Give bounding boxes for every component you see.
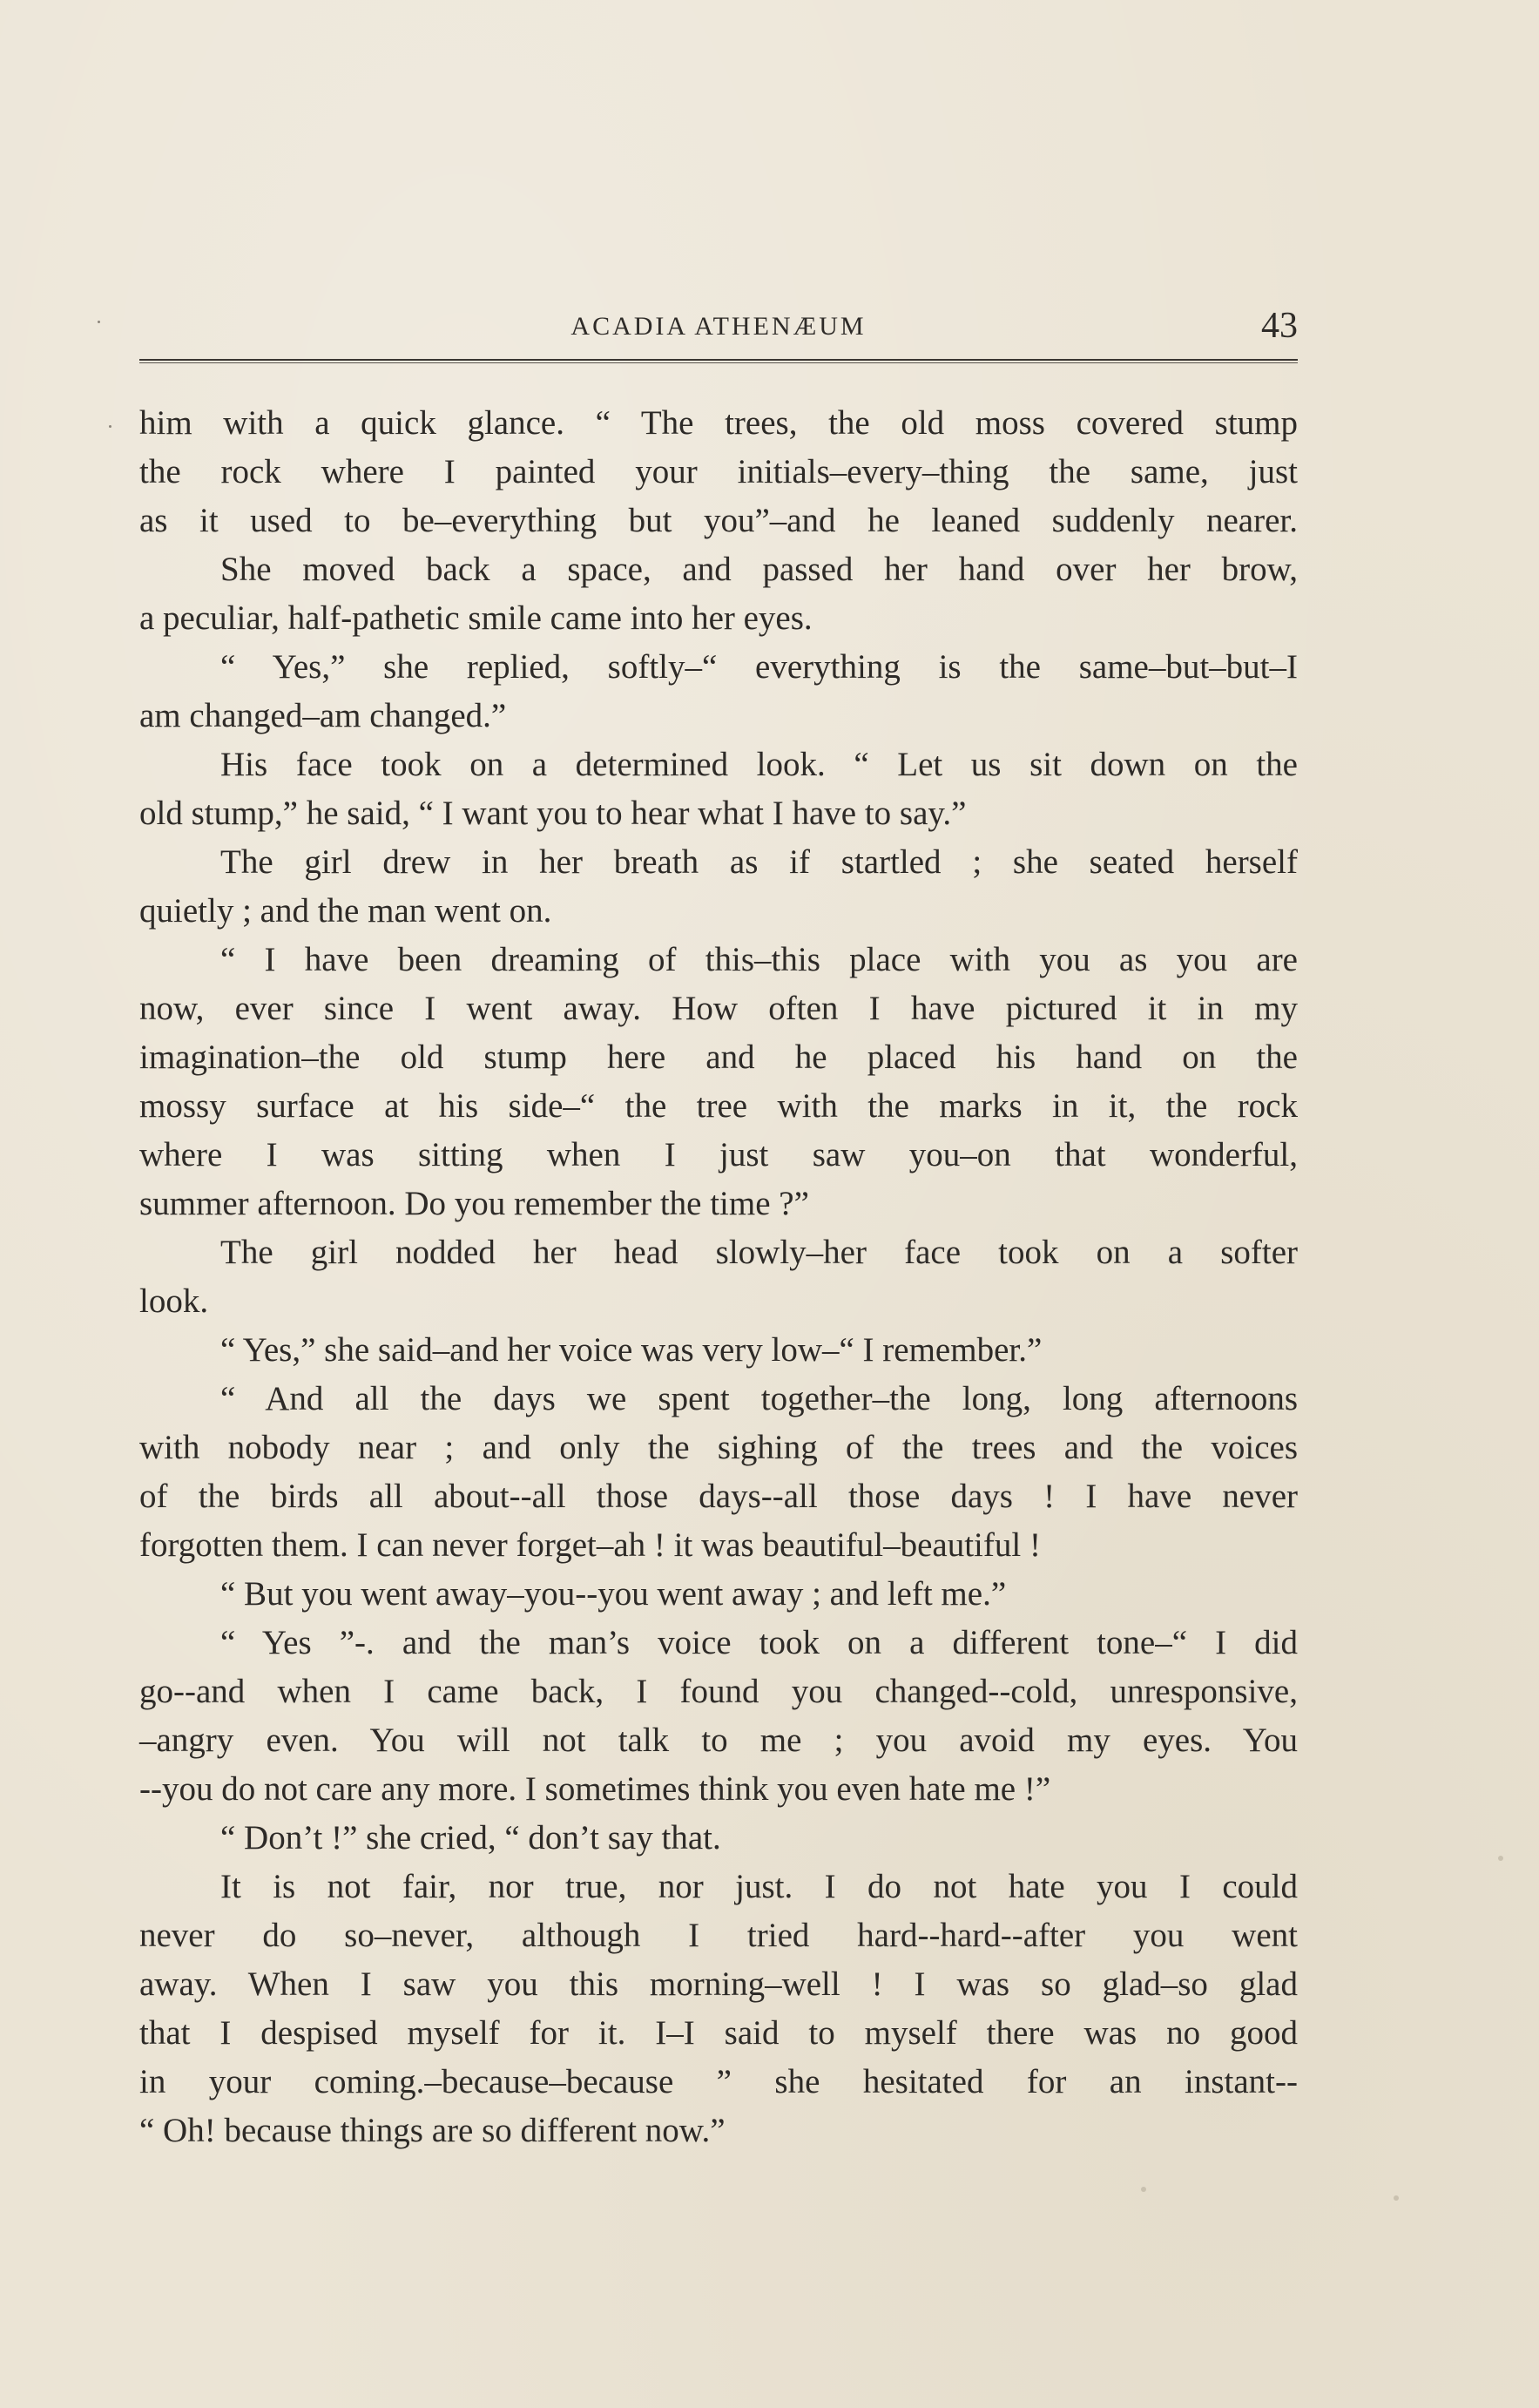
text-line: The girl drew in her breath as if startled ; she seated herself [220,843,1298,881]
text-line: that I despised myself for it. I–I said to myself there was no good [139,2014,1298,2052]
print-mark [109,425,111,428]
text-line: away. When I saw you this morning–well ! I was so glad–so glad [139,1965,1298,2003]
text-line: him with a quick glance. “ The trees, the old moss covered stump [139,404,1298,442]
text-line: a peculiar, half-pathetic smile came into her eyes. [139,599,813,637]
text-line: --you do not care any more. I sometimes think you even hate me !” [139,1770,1051,1808]
text-line: of the birds all about--all those days--all those days ! I have never [139,1478,1298,1515]
text-line: “ But you went away–you--you went away ; and left me.” [220,1575,1007,1613]
body-text [139,399,1298,2155]
text-line: The girl nodded her head slowly–her face took on a softer [220,1234,1298,1271]
text-line: summer afternoon. Do you remember the time ?” [139,1185,809,1222]
running-title: ACADIA ATHENÆUM [570,312,867,341]
text-line: forgotten them. I can never forget–ah ! it was beautiful–beautiful ! [139,1526,1041,1564]
text-line: “ I have been dreaming of this–this place with you as you are [220,941,1298,978]
text-line: old stump,” he said, “ I want you to hear what I have to say.” [139,795,967,832]
paper-speck [1141,2187,1146,2192]
text-line: quietly ; and the man went on. [139,892,552,930]
text-line: as it used to be–everything but you”–and he leaned suddenly nearer. [139,502,1298,539]
text-line: She moved back a space, and passed her hand over her brow, [220,551,1298,588]
text-line: now, ever since I went away. How often I have pictured it in my [139,990,1298,1027]
text-line: –angry even. You will not talk to me ; you avoid my eyes. You [139,1721,1298,1759]
paper-speck [1498,1856,1503,1861]
text-line: in your coming.–because–because ” she hesitated for an instant-- [139,2063,1298,2100]
text-line: mossy surface at his side–“ the tree with the marks in it, the rock [139,1087,1298,1125]
text-line: “ And all the days we spent together–the long, long afternoons [220,1380,1298,1417]
page-number: 43 [1261,306,1298,346]
text-line: am changed–am changed.” [139,697,507,734]
text-line: where I was sitting when I just saw you–on that wonderful, [139,1136,1298,1174]
text-line: His face took on a determined look. “ Let us sit down on the [220,746,1298,783]
header-rule [139,359,1298,361]
text-line: imagination–the old stump here and he placed his hand on the [139,1038,1298,1076]
paper-speck [1394,2195,1399,2201]
text-line: “ Don’t !” she cried, “ don’t say that. [220,1819,721,1857]
text-line: look. [139,1282,209,1320]
text-line: It is not fair, nor true, nor just. I do not hate you I could [220,1868,1298,1905]
print-mark [98,321,100,323]
text-line: “ Yes,” she replied, softly–“ everything is the same–but–but–I [220,648,1298,686]
running-head [139,305,1298,357]
text-line: “ Yes,” she said–and her voice was very low–“ I remember.” [220,1331,1043,1369]
text-line: “ Yes ”-. and the man’s voice took on a different tone–“ I did [220,1624,1298,1661]
text-line: with nobody near ; and only the sighing of the trees and the voices [139,1429,1298,1466]
text-line: the rock where I painted your initials–every–thing the same, just [139,453,1298,490]
text-line: never do so–never, although I tried hard--hard--after you went [139,1917,1298,1954]
text-line: “ Oh! because things are so different now.” [139,2112,726,2149]
text-line: go--and when I came back, I found you changed--cold, unresponsive, [139,1673,1298,1710]
